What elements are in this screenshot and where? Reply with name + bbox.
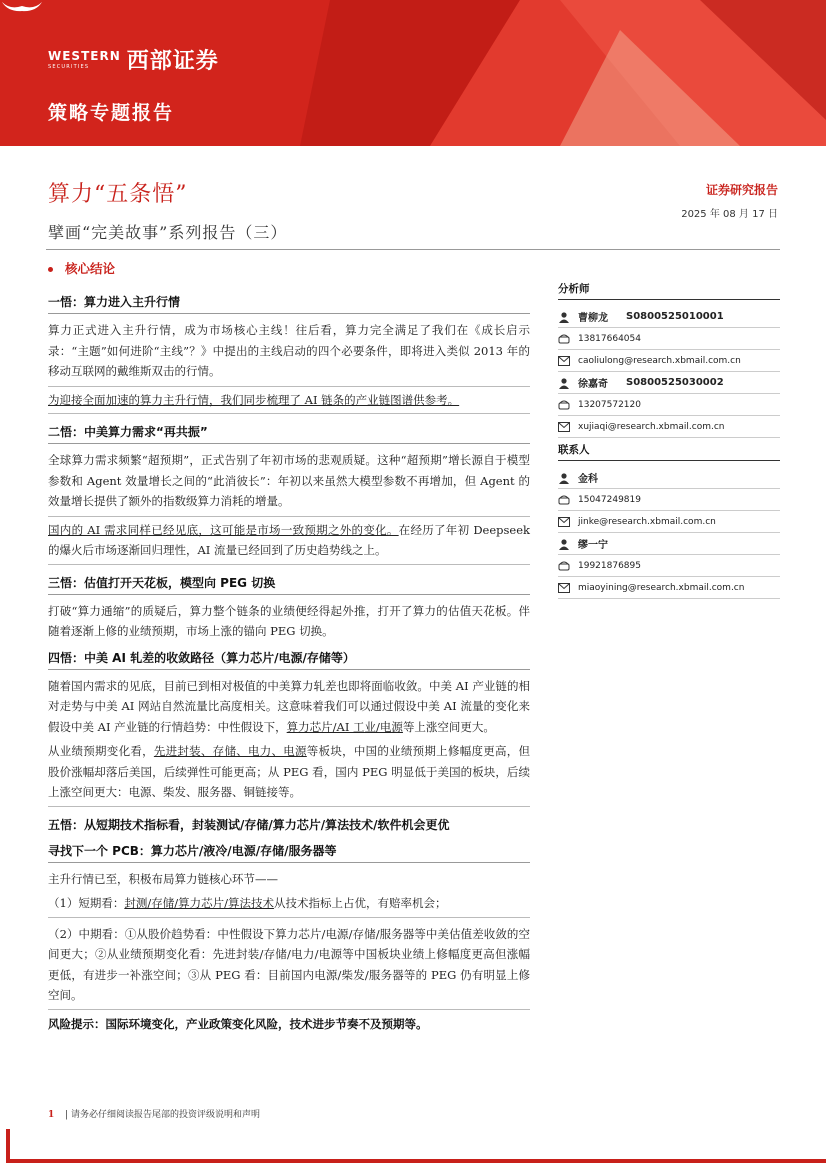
contact-phone-row: 15047249819 — [558, 489, 780, 511]
person-icon — [558, 472, 578, 484]
core-conclusion-label: 核心结论 — [48, 259, 115, 277]
person-icon — [558, 538, 578, 550]
analyst-phone-row: 13817664054 — [558, 328, 780, 350]
doc-subtitle: 擘画“完美故事”系列报告（三） — [48, 223, 288, 242]
corner-decoration — [0, 1129, 826, 1169]
section-4-heading: 四悟：中美 AI 轧差的收敛路径（算力芯片/电源/存储等） — [48, 646, 530, 670]
person-icon — [558, 311, 578, 323]
header-banner — [0, 0, 826, 146]
section-2-heading: 二悟：中美算力需求“再共振” — [48, 420, 530, 444]
highlight: 先进封装、存储、电力、电源 — [153, 744, 307, 758]
contact-phone-row: 19921876895 — [558, 555, 780, 577]
section-5-short-term: （1）短期看：封测/存储/算力芯片/算法技术从技术指标上占优，有赔率机会； — [48, 893, 530, 918]
analyst-phone-row: 13207572120 — [558, 394, 780, 416]
section-1-paragraph: 算力正式进入主升行情，成为市场核心主线！往后看，算力完全满足了我们在《成长启示录：“主题”如何进阶“主线”？》中提出的主线启动的四个必要条件，即将进入类似 2013 年的移动互联网的戴维斯双击的行情。 — [48, 323, 530, 378]
phone-icon — [558, 494, 578, 506]
analyst-heading: 分析师 — [558, 281, 780, 300]
page-footer — [48, 1107, 260, 1120]
phone-icon — [558, 560, 578, 572]
logo-english-sub: SECURITIES — [48, 63, 90, 70]
contact-email-row[interactable]: jinke@research.xbmail.com.cn — [558, 511, 780, 533]
page-number: 1 — [48, 1110, 55, 1120]
section-2-paragraph: 全球算力需求频繁“超预期”，正式告别了年初市场的悲观质疑。这种“超预期”增长源自于模型参数和 Agent 效量增长之间的“此消彼长”：年初以来虽然大模型参数不再增加，但 Agent 的效量增长提供了额外的指数级算力消耗的增量。 — [48, 453, 530, 508]
section-3-heading: 三悟：估值打开天花板，模型向 PEG 切换 — [48, 571, 530, 595]
contact-heading: 联系人 — [558, 442, 780, 461]
logo-chinese: 西部证券 — [126, 49, 219, 74]
analyst-email-row[interactable]: caoliulong@research.xbmail.com.cn — [558, 350, 780, 372]
contact-name-row: 缪一宁 — [558, 533, 780, 555]
highlight: 国内的 AI 需求同样已经见底，这可能是市场一致预期之外的变化。 — [48, 522, 399, 537]
email-icon — [558, 422, 578, 432]
contact-name-row: 金科 — [558, 467, 780, 489]
phone-icon — [558, 333, 578, 345]
section-5-mid-term: （2）中期看：①从股价趋势看：中性假设下算力芯片/电源/存储/服务器等中美估值差收敛的空间更大；②从业绩预期变化看：先进封装/存储/电力/电源等中国板块业绩上修幅度更高但涨幅更低，有进步一补涨空间；③从 PEG 看：目前国内电源/柴发/服务器等的 PEG 仍有明显上修空间。 — [48, 924, 530, 1010]
footer-disclaimer: | 请务必仔细阅读报告尾部的投资评级说明和声明 — [65, 1110, 261, 1120]
analyst-name-row: 曹柳龙 S0800525010001 — [558, 306, 780, 328]
person-icon — [558, 377, 578, 389]
contact-email-row[interactable]: miaoyining@research.xbmail.com.cn — [558, 577, 780, 599]
contact-sidebar — [558, 281, 780, 599]
email-icon — [558, 517, 578, 527]
risk-warning: 风险提示：国际环境变化，产业政策变化风险，技术进步节奏不及预期等。 — [48, 1016, 428, 1031]
phone-icon — [558, 399, 578, 411]
section-5-heading: 五悟：从短期技术指标看，封装测试/存储/算力芯片/算法技术/软件机会更优 — [48, 817, 450, 832]
email-icon — [558, 583, 578, 593]
email-icon — [558, 356, 578, 366]
section-4-paragraph-2: 从业绩预期变化看，先进封装、存储、电力、电源等板块，中国的业绩预期上修幅度更高，但股价涨幅却落后美国，后续弹性可能更高；从 PEG 看，国内 PEG 明显低于美国的板块，后续上涨空间更大：电源、柴发、服务器、铜链接等。 — [48, 741, 530, 807]
analyst-email-row[interactable]: xujiaqi@research.xbmail.com.cn — [558, 416, 780, 438]
highlight: 算力芯片/AI 工业/电源 — [286, 719, 403, 734]
main-column — [48, 290, 530, 1032]
analyst-name-row: 徐嘉奇 S0800525030002 — [558, 372, 780, 394]
bull-logo-icon — [0, 0, 44, 14]
section-4-paragraph: 随着国内需求的见底，目前已到相对极值的中美算力轧差也即将面临收敛。中美 AI 产业链的相对走势与中美 AI 网站自然流量比高度相关。这意味着我们可以通过假设中美 AI 流量的变化来假设中美 AI 产业链的行情趋势：中性假设下，算力芯片/AI 工业/电源等上涨空间更大。 — [48, 678, 530, 734]
section-5-subheading: 寻找下一个 PCB：算力芯片/液冷/电源/存储/服务器等 — [48, 839, 530, 863]
logo-english: WESTERN — [48, 48, 121, 63]
doc-title: 算力“五条悟” — [48, 182, 188, 207]
section-1-note: 为迎接全面加速的算力主升行情，我们同步梳理了 AI 链条的产业链图谱供参考。 — [48, 386, 530, 415]
section-3-paragraph: 打破“算力通缩”的质疑后，算力整个链条的业绩便经得起外推，打开了算力的估值天花板。伴随着逐渐上修的业绩预期，市场上涨的锚向 PEG 切换。 — [48, 603, 530, 638]
section-5-intro: 主升行情已至，积极布局算力链核心环节—— — [48, 871, 278, 886]
title-divider — [46, 249, 780, 250]
bullet-icon — [48, 267, 53, 272]
company-logo — [48, 44, 219, 75]
report-type: 策略专题报告 — [48, 102, 175, 124]
section-2-paragraph-2: 国内的 AI 需求同样已经见底，这可能是市场一致预期之外的变化。在经历了年初 Deepseek 的爆火后市场逐渐回归理性，AI 流量已经回到了历史趋势线之上。 — [48, 516, 530, 565]
doc-date: 2025 年 08 月 17 日 — [681, 209, 778, 220]
highlight: 封测/存储/算力芯片/算法技术 — [124, 896, 274, 910]
section-1-heading: 一悟：算力进入主升行情 — [48, 290, 530, 314]
doc-type: 证券研究报告 — [705, 183, 778, 197]
